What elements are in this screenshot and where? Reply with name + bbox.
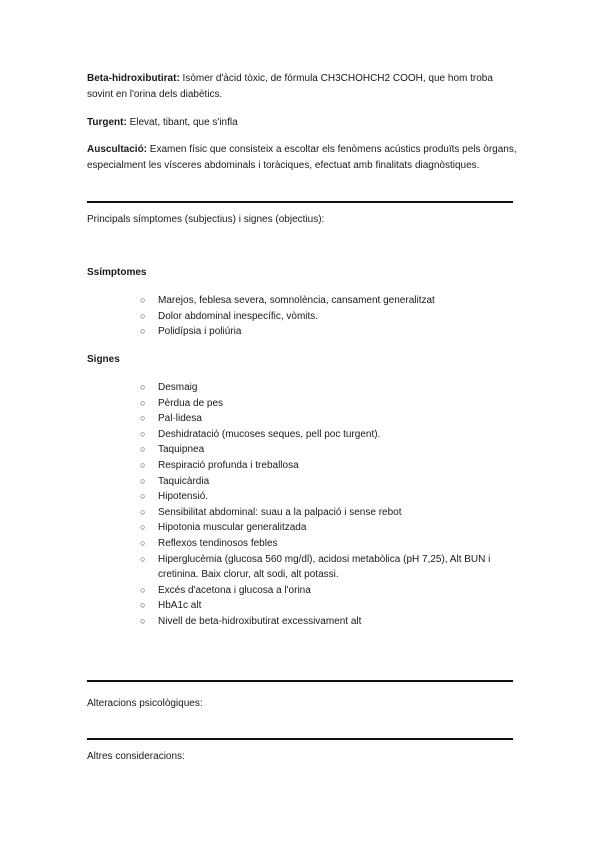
list-item [140, 396, 520, 412]
list-item-text: Excés d'acetona i glucosa a l'orina [158, 584, 311, 596]
list-item-text: Respiració profunda i treballosa [158, 459, 299, 471]
signs-heading: Signes [87, 354, 120, 365]
list-item [140, 614, 520, 630]
list-item [140, 552, 520, 583]
list-item [140, 411, 520, 427]
list-item-text: Hipotensió. [158, 491, 209, 503]
section-title-other: Altres consideracions: [87, 751, 185, 762]
bullet-circle-icon: ○ [140, 491, 146, 502]
bullet-circle-icon: ○ [140, 382, 146, 392]
list-item-text: Hipotonia muscular generalitzada [158, 522, 307, 534]
list-item [140, 427, 520, 443]
section-title-principal: Principals símptomes (subjectius) i signes (objectius): [87, 214, 325, 225]
bullet-circle-icon: ○ [140, 553, 146, 564]
symptoms-list [140, 293, 520, 340]
bullet-circle-icon: ○ [140, 615, 146, 626]
list-item [140, 489, 520, 505]
bullet-circle-icon: ○ [140, 397, 146, 408]
section-divider [87, 201, 513, 203]
bullet-circle-icon: ○ [140, 584, 146, 595]
list-item [140, 380, 520, 396]
list-item-text: Sensibilitat abdominal: suau a la palpació i sense rebot [158, 506, 402, 518]
list-item [140, 598, 520, 614]
bullet-circle-icon: ○ [140, 506, 146, 517]
list-item-text: HbA1c alt [158, 600, 202, 612]
list-item [140, 520, 520, 536]
symptoms-heading: Ssímptomes [87, 267, 147, 278]
list-item-text: Hiperglucèmia (glucosa 560 mg/dl), acidosi metabòlica (pH 7,25), Alt BUN i cretinina. Baix clorur, alt sodi, alt potassi. [158, 553, 491, 581]
bullet-circle-icon: ○ [140, 326, 146, 337]
bullet-circle-icon: ○ [140, 537, 146, 548]
list-item-text: Nivell de beta-hidroxibutirat excessivament alt [158, 615, 362, 627]
list-item-text: Reflexos tendinosos febles [158, 537, 278, 549]
definition-term: Auscultació: [87, 144, 148, 155]
bullet-circle-icon: ○ [140, 444, 146, 455]
list-item [140, 293, 520, 309]
list-item-text: Dolor abdominal inespecífic, vòmits. [158, 310, 319, 322]
list-item [140, 309, 520, 325]
list-item-text: Polidípsia i poliúria [158, 326, 242, 338]
list-item [140, 474, 520, 490]
list-item-text: Marejos, feblesa severa, somnolència, cansament generalitzat [158, 295, 435, 306]
list-item-text: Taquicàrdia [158, 475, 210, 487]
list-item-text: Desmaig [158, 382, 198, 393]
list-item [140, 505, 520, 521]
definition-text: Elevat, tibant, que s'infla [126, 117, 238, 128]
list-item-text: Pèrdua de pes [158, 397, 224, 409]
definition-beta-hidroxibutirat [87, 71, 517, 103]
bullet-circle-icon: ○ [140, 428, 146, 439]
bullet-circle-icon: ○ [140, 310, 146, 321]
bullet-circle-icon: ○ [140, 295, 146, 305]
bullet-circle-icon: ○ [140, 522, 146, 533]
signs-list [140, 380, 520, 630]
list-item [140, 442, 520, 458]
bullet-circle-icon: ○ [140, 459, 146, 470]
bullet-circle-icon: ○ [140, 475, 146, 486]
section-title-psych: Alteracions psicològiques: [87, 698, 203, 709]
list-item [140, 458, 520, 474]
list-item-text: Deshidratació (mucoses seques, pell poc turgent). [158, 428, 381, 440]
section-divider [87, 738, 513, 740]
list-item [140, 583, 520, 599]
definition-term: Beta-hidroxibutirat: [87, 73, 180, 84]
definition-term: Turgent: [87, 117, 127, 128]
section-divider [87, 680, 513, 682]
list-item [140, 536, 520, 552]
definition-turgent [87, 115, 517, 131]
list-item [140, 324, 520, 340]
definition-text: Examen físic que consisteix a escoltar els fenòmens acústics produïts pels òrgans, especialment les vísceres abdominals i toràciques, efectuat amb finalitats diagnòstiques. [87, 144, 517, 171]
definition-text: Isòmer d'àcid tòxic, de fórmula CH3CHOHCH2 COOH, que hom troba sovint en l'orina dels diabètics. [87, 73, 493, 100]
list-item-text: Pal·lidesa [158, 413, 202, 425]
bullet-circle-icon: ○ [140, 413, 146, 424]
definition-auscultacio [87, 142, 517, 174]
bullet-circle-icon: ○ [140, 600, 146, 611]
list-item-text: Taquipnea [158, 444, 205, 456]
